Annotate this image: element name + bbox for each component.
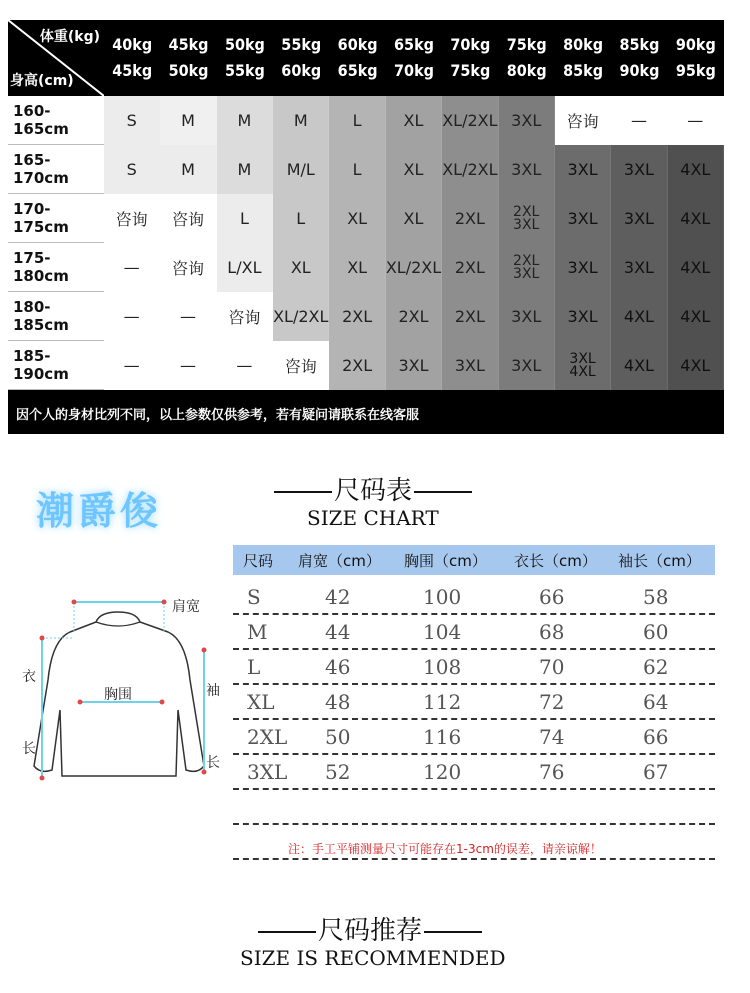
- size-part: 3XL: [513, 265, 540, 282]
- weight-value: 65kg: [337, 61, 378, 80]
- table-row: [233, 577, 715, 615]
- table-cell: 72: [539, 690, 565, 714]
- size-recommendation-cell: M: [217, 96, 273, 145]
- size-recommendation-cell: 4XL: [611, 292, 667, 341]
- height-row-header: 175-180cm: [8, 243, 104, 292]
- weight-value: 45kg: [168, 35, 209, 54]
- size-recommendation-cell: 咨询: [160, 194, 216, 243]
- size-chart-title-text: 尺码表: [334, 476, 413, 506]
- table-cell: 3XL: [247, 760, 288, 784]
- table-row: [233, 612, 715, 650]
- table-row: [233, 752, 715, 790]
- table-cell: 120: [423, 760, 462, 784]
- recommend-title-cn: [256, 910, 484, 947]
- table-cell: 62: [643, 655, 669, 679]
- size-recommendation-cell: —: [611, 96, 667, 145]
- header-sleeve: 袖长（cm）: [618, 551, 701, 570]
- size-recommendation-cell: XL: [329, 194, 385, 243]
- size-recommendation-cell: L: [273, 194, 329, 243]
- table-cell: L: [247, 655, 261, 679]
- size-recommendation-cell: 3XL: [499, 341, 555, 390]
- height-row-header: 185-190cm: [8, 341, 104, 390]
- weight-value: 60kg: [337, 35, 378, 54]
- table-cell: 64: [643, 690, 669, 714]
- weight-value: 65kg: [394, 35, 434, 54]
- size-recommendation-cell: 4XL: [668, 341, 724, 390]
- jacket-measurement-diagram: [18, 590, 228, 790]
- weight-value: 75kg: [506, 35, 547, 54]
- size-recommendation-grid: [8, 20, 724, 434]
- weight-column-header: [555, 20, 611, 96]
- grid-corner-header: [8, 20, 104, 96]
- weight-value: 55kg: [224, 61, 265, 80]
- empty-table-row: [233, 787, 715, 825]
- size-recommendation-cell: XL: [329, 243, 385, 292]
- size-recommendation-cell: —: [668, 96, 724, 145]
- table-cell: 46: [325, 655, 351, 679]
- weight-column-header: [611, 20, 667, 96]
- size-recommendation-cell: XL: [273, 243, 329, 292]
- size-recommendation-cell: —: [104, 292, 160, 341]
- size-recommendation-cell: [499, 243, 555, 292]
- header-length: 衣长（cm）: [514, 551, 597, 570]
- table-cell: S: [247, 585, 261, 609]
- length-label-bottom: 长: [22, 741, 36, 757]
- size-measurement-table: [233, 545, 715, 784]
- recommend-title-text: 尺码推荐: [318, 916, 423, 946]
- weight-column-header: [499, 20, 555, 96]
- size-recommendation-cell: 3XL: [499, 292, 555, 341]
- weight-value: 95kg: [675, 61, 716, 80]
- table-cell: 66: [643, 725, 669, 749]
- size-recommendation-cell: 3XL: [555, 194, 611, 243]
- title-dash-left: [258, 931, 316, 933]
- size-recommendation-cell: L/XL: [217, 243, 273, 292]
- size-recommendation-cell: L: [329, 145, 385, 194]
- sleeve-label-top: 袖: [206, 683, 220, 699]
- size-part: 3XL: [513, 216, 540, 233]
- weight-value: 55kg: [281, 35, 322, 54]
- size-recommendation-cell: 3XL: [555, 243, 611, 292]
- size-recommendation-cell: 3XL: [555, 292, 611, 341]
- table-row: [233, 717, 715, 755]
- size-recommendation-cell: [555, 341, 611, 390]
- table-cell: M: [247, 620, 268, 644]
- size-part: 2XL: [513, 252, 540, 269]
- weight-value: 80kg: [563, 35, 604, 54]
- table-row: [233, 647, 715, 685]
- height-row-header: 160-165cm: [8, 96, 104, 145]
- size-recommendation-cell: S: [104, 145, 160, 194]
- size-chart-title-en: SIZE CHART: [307, 506, 439, 530]
- shoulder-label: 肩宽: [172, 599, 200, 615]
- size-part: 2XL: [513, 203, 540, 220]
- height-row-header: 165-170cm: [8, 145, 104, 194]
- size-chart-title-cn: [272, 470, 474, 507]
- size-recommendation-cell: 2XL: [329, 292, 385, 341]
- size-recommendation-cell: XL: [386, 96, 442, 145]
- table-cell: XL: [247, 690, 275, 714]
- size-recommendation-cell: 4XL: [668, 194, 724, 243]
- size-recommendation-cell: —: [217, 341, 273, 390]
- table-cell: 116: [423, 725, 462, 749]
- title-dash-left: [274, 491, 332, 493]
- size-recommendation-cell: XL: [386, 194, 442, 243]
- header-size: 尺码: [243, 551, 274, 570]
- grid-footnote: 因个人的身材比列不同，以上参数仅供参考，若有疑问请联系在线客服: [8, 392, 724, 434]
- size-recommendation-cell: 4XL: [611, 341, 667, 390]
- size-recommendation-cell: 3XL: [611, 194, 667, 243]
- table-cell: 2XL: [247, 725, 288, 749]
- size-recommendation-cell: M: [273, 96, 329, 145]
- size-recommendation-cell: 3XL: [499, 145, 555, 194]
- weight-value: 85kg: [563, 61, 604, 80]
- recommend-title-en: SIZE IS RECOMMENDED: [240, 946, 506, 970]
- height-axis-label: 身高(cm): [10, 73, 74, 89]
- table-cell: 74: [539, 725, 565, 749]
- table-cell: 42: [325, 585, 351, 609]
- size-recommendation-cell: 咨询: [555, 96, 611, 145]
- weight-column-header: [273, 20, 329, 96]
- size-recommendation-cell: —: [104, 243, 160, 292]
- size-recommendation-cell: 3XL: [555, 145, 611, 194]
- length-label-top: 衣: [22, 669, 36, 685]
- table-cell: 60: [643, 620, 669, 644]
- size-recommendation-cell: —: [160, 292, 216, 341]
- size-recommendation-cell: M: [160, 145, 216, 194]
- weight-value: 40kg: [112, 35, 153, 54]
- header-chest: 胸围（cm）: [404, 551, 487, 570]
- table-cell: 108: [423, 655, 462, 679]
- weight-value: 50kg: [168, 61, 209, 80]
- size-recommendation-cell: 2XL: [386, 292, 442, 341]
- measurement-error-note: 注：手工平铺测量尺寸可能存在1-3cm的误差，请亲谅解！: [288, 842, 602, 856]
- size-recommendation-cell: 3XL: [499, 96, 555, 145]
- size-recommendation-cell: 3XL: [611, 145, 667, 194]
- weight-axis-label: 体重(kg): [39, 29, 100, 45]
- size-recommendation-cell: XL/2XL: [442, 145, 498, 194]
- size-recommendation-cell: —: [104, 341, 160, 390]
- weight-value: 60kg: [281, 61, 322, 80]
- weight-column-header: [386, 20, 442, 96]
- table-header: [233, 545, 715, 575]
- table-cell: 104: [423, 620, 462, 644]
- size-recommendation-cell: 4XL: [668, 145, 724, 194]
- size-recommendation-cell: M: [217, 145, 273, 194]
- size-recommendation-cell: L: [217, 194, 273, 243]
- table-cell: 70: [539, 655, 565, 679]
- table-cell: 112: [423, 690, 462, 714]
- table-cell: 100: [423, 585, 462, 609]
- size-recommendation-cell: 2XL: [442, 292, 498, 341]
- title-dash-right: [414, 491, 472, 493]
- size-recommendation-cell: XL/2XL: [273, 292, 329, 341]
- size-part: 3XL: [569, 350, 596, 367]
- weight-value: 90kg: [675, 35, 716, 54]
- size-recommendation-cell: 3XL: [386, 341, 442, 390]
- weight-column-header: [160, 20, 216, 96]
- table-row: [233, 682, 715, 720]
- size-recommendation-cell: L: [329, 96, 385, 145]
- size-recommendation-cell: 4XL: [668, 243, 724, 292]
- weight-value: 85kg: [619, 35, 660, 54]
- weight-value: 45kg: [112, 61, 153, 80]
- size-recommendation-cell: 咨询: [217, 292, 273, 341]
- size-recommendation-cell: —: [160, 341, 216, 390]
- weight-value: 70kg: [450, 35, 491, 54]
- size-recommendation-cell: 2XL: [442, 243, 498, 292]
- table-cell: 50: [325, 725, 351, 749]
- table-cell: 66: [539, 585, 565, 609]
- table-cell: 58: [643, 585, 669, 609]
- weight-value: 90kg: [619, 61, 660, 80]
- header-shoulder: 肩宽（cm）: [298, 551, 381, 570]
- table-cell: 44: [325, 620, 351, 644]
- size-recommendation-cell: 2XL: [329, 341, 385, 390]
- size-recommendation-cell: 3XL: [611, 243, 667, 292]
- weight-column-header: [329, 20, 385, 96]
- weight-value: 50kg: [224, 35, 265, 54]
- weight-column-header: [668, 20, 724, 96]
- chest-label: 胸围: [104, 687, 132, 703]
- height-row-header: 180-185cm: [8, 292, 104, 341]
- height-row-header: 170-175cm: [8, 194, 104, 243]
- weight-value: 80kg: [506, 61, 547, 80]
- size-recommendation-cell: XL/2XL: [442, 96, 498, 145]
- size-recommendation-cell: 咨询: [104, 194, 160, 243]
- size-recommendation-cell: S: [104, 96, 160, 145]
- sleeve-label-bottom: 长: [206, 755, 220, 771]
- weight-value: 70kg: [394, 61, 434, 80]
- size-recommendation-cell: M/L: [273, 145, 329, 194]
- size-recommendation-cell: XL: [386, 145, 442, 194]
- table-cell: 48: [325, 690, 351, 714]
- size-recommendation-cell: 2XL: [442, 194, 498, 243]
- table-cell: 67: [643, 760, 669, 784]
- size-recommendation-cell: [499, 194, 555, 243]
- size-recommendation-cell: 咨询: [273, 341, 329, 390]
- size-recommendation-cell: 咨询: [160, 243, 216, 292]
- size-recommendation-cell: 4XL: [668, 292, 724, 341]
- table-cell: 68: [539, 620, 565, 644]
- weight-column-header: [217, 20, 273, 96]
- weight-column-header: [104, 20, 160, 96]
- weight-value: 75kg: [450, 61, 491, 80]
- brand-logo: 潮爵俊: [36, 489, 163, 533]
- size-recommendation-cell: XL/2XL: [386, 243, 442, 292]
- table-cell: 52: [325, 760, 351, 784]
- table-cell: 76: [539, 760, 565, 784]
- title-dash-right: [424, 931, 482, 933]
- weight-column-header: [442, 20, 498, 96]
- size-recommendation-cell: 3XL: [442, 341, 498, 390]
- size-part: 4XL: [569, 363, 596, 380]
- size-recommendation-cell: M: [160, 96, 216, 145]
